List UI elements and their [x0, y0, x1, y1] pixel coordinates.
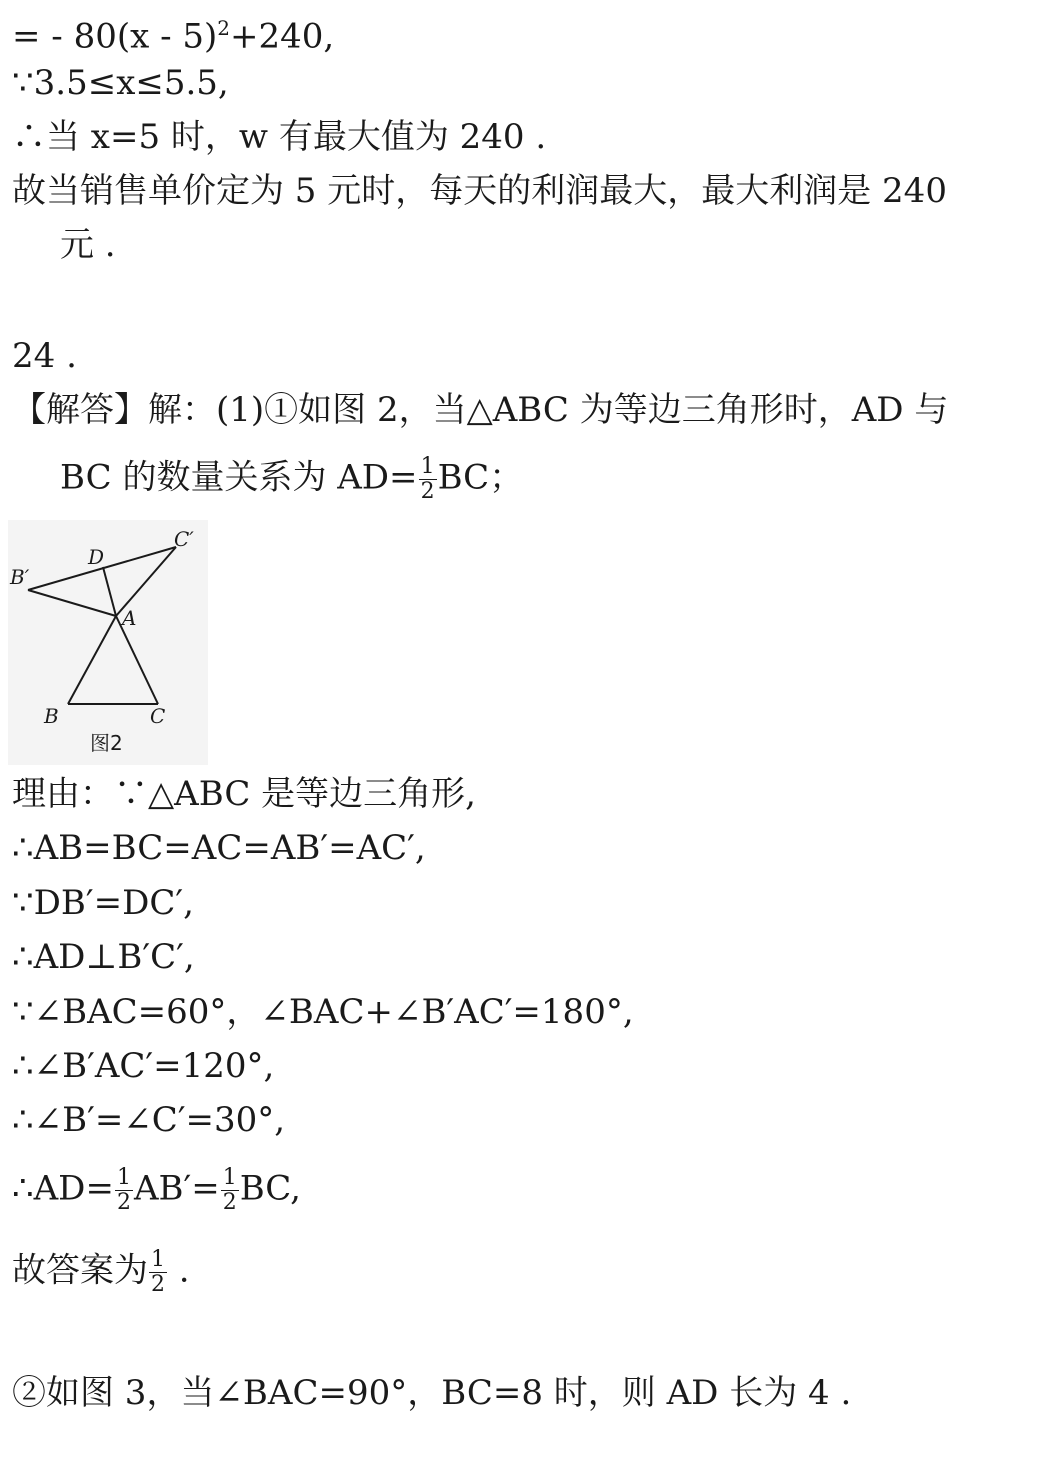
label-d: D: [88, 545, 105, 569]
proof-line-1: ∴AB=BC=AC=AB′=AC′,: [12, 828, 426, 868]
label-b-prime: B′: [10, 565, 30, 589]
answer-line: 故答案为 $\frac{1}{2}$ .: [12, 1247, 190, 1297]
proof-line-7: ∴AD= $\frac{1}{2}$ AB′= $\frac{1}{2}$ BC,: [12, 1165, 301, 1215]
proof-line-4: ∵∠BAC=60°，∠BAC+∠B′AC′=180°,: [12, 992, 634, 1032]
eq-line-2: ∵3.5≤x≤5.5,: [12, 63, 229, 103]
answer-line-2: BC 的数量关系为 AD= $\frac{1}{2}$ BC；: [60, 454, 524, 504]
conclusion-line: 故当销售单价定为 5 元时，每天的利润最大，最大利润是 240: [12, 171, 947, 211]
label-a: A: [122, 606, 137, 630]
label-c-prime: C′: [174, 527, 194, 551]
fraction-half: $\frac{1}{2}$: [151, 1247, 165, 1297]
proof-line-2: ∵DB′=DC′,: [12, 883, 194, 923]
figure-2: [8, 520, 208, 765]
reason-line: 理由：∵△ABC 是等边三角形,: [12, 774, 476, 814]
proof-line-5: ∴∠B′AC′=120°,: [12, 1046, 275, 1086]
fraction-half: $\frac{1}{2}$: [222, 1165, 237, 1215]
eq-line-3: ∴当 x=5 时，w 有最大值为 240 .: [12, 117, 547, 157]
figure-caption: 图2: [90, 731, 123, 755]
question-number: 24 .: [12, 336, 77, 376]
part-2-line: ②如图 3，当∠BAC=90°，BC=8 时，则 AD 长为 4 .: [12, 1373, 852, 1413]
eq-line-1: = - 80(x - 5)$^2$+240,: [12, 16, 335, 57]
conclusion-line-cont: 元 .: [60, 225, 116, 265]
fraction-half: $\frac{1}{2}$: [116, 1165, 131, 1215]
label-c: C: [150, 704, 166, 728]
proof-line-6: ∴∠B′=∠C′=30°,: [12, 1100, 286, 1140]
answer-heading: 【解答】解：(1)①如图 2，当△ABC 为等边三角形时，AD 与: [12, 390, 949, 430]
label-b: B: [44, 704, 59, 728]
fraction-half: $\frac{1}{2}$: [420, 454, 435, 504]
figure-background: [8, 520, 208, 765]
proof-line-3: ∴AD⊥B′C′,: [12, 937, 195, 977]
